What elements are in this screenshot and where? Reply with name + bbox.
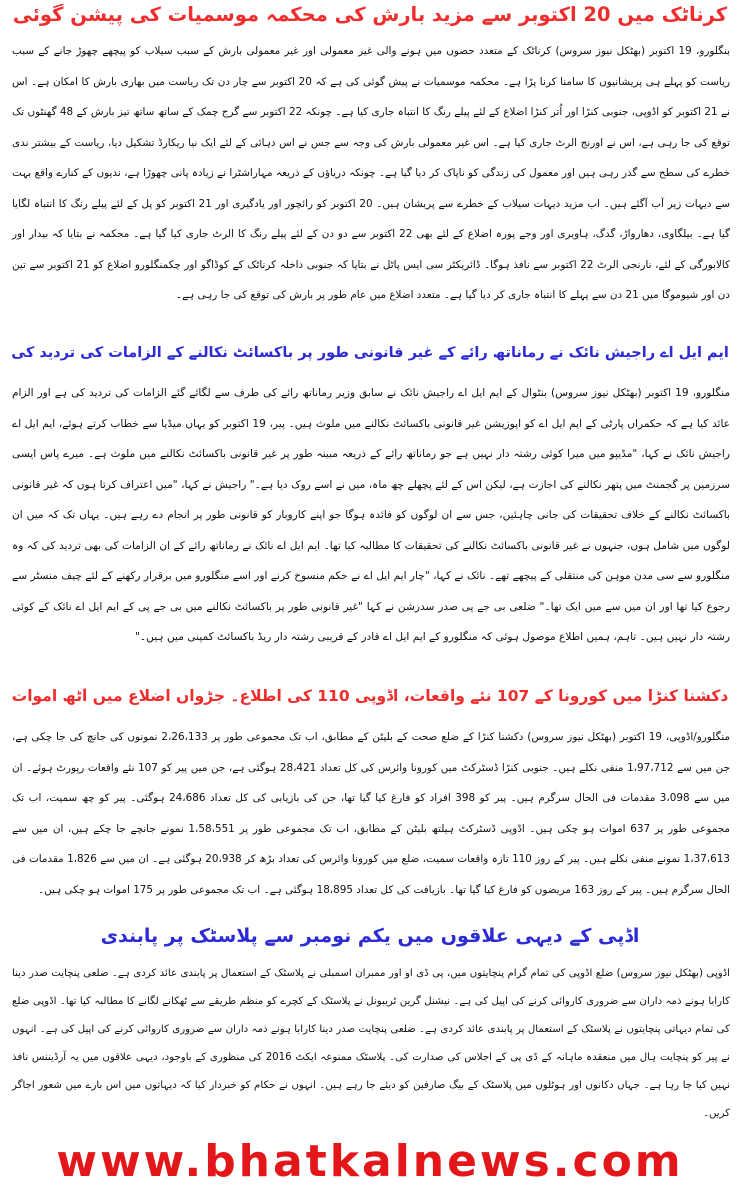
website-url-footer[interactable]: www.bhatkalnews.com <box>56 1136 684 1187</box>
article-plastic-headline: اڈپی کے دیہی علاقوں میں یکم نومبر سے پلاسٹک پر پابندی <box>100 926 640 947</box>
article-corona-body: منگلورو/اڈوپی، 19 اکتوبر (بھٹکل نیوز سروس) دکشنا کنڑا کے ضلع صحت کے بلیٹن کے مطابق، اب تک مجموعی طور پر 2،26،133 نمونوں کی جانچ کی جا چکی ہے، جن میں سے 1،97،712 منفی نکلے ہیں۔ جنوبی کنڑا ڈسٹرکٹ میں کورونا وائرس کی کل تعداد 28،421 ہوگئی ہے، جن میں پیر کو 107 نئے واقعات رپورٹ ہوئے۔ ان میں سے 3،098 مقدمات فی الحال سرگرم ہیں۔ پیر کو 398 افراد کو فارغ کیا گیا تھا، جن کی بازیابی کی کل تعداد 24،686 ہوگئی۔ پیر کو چھ سمیت، اب تک مجموعی طور پر 637 اموات ہو چکی ہیں۔ اڈوپی ڈسٹرکٹ ہیلتھ بلیٹن کے مطابق، اب تک مجموعی طور پر 1،58،551 نمونے جانچے جا چکے ہیں، ان میں سے 1،37،613 نمونے منفی نکلے ہیں۔ پیر کے روز 110 تازہ واقعات سمیت، ضلع میں کورونا وائرس کی تعداد بڑھ کر 20،938 ہوگئی ہے۔ ان میں سے 1،826 مقدمات فی الحال سرگرم ہیں۔ پیر کے روز 163 مریضوں کو فارغ کیا گیا تھا۔ بازیافت کی کل تعداد 18،895 ہوگئی ہے۔ اب تک مجموعی طور پر 175 اموات ہو چکی ہیں۔ <box>12 731 731 896</box>
article-mla-body: منگلورو، 19 اکتوبر (بھٹکل نیوز سروس) بنٹوال کے ایم ایل اے راجیش نائک نے سابق وزیر رماناتھ رائے کی طرف سے لگائے گئے الزامات کی تردید کی ہے اور الزام عائد کیا ہے کہ حکمراں پارٹی کے ایم ایل اے کو اپوزیشن غیر قانونی باکسائٹ نکالنے میں ملوث ہیں۔ پیر، 19 اکتوبر کو یہاں میڈیا سے خطاب کرتے ہوئے، ایم ایل اے راجیش نائک نے کہا، "مڈیپو میں میرا کوئی رشتہ دار نہیں ہے جو رماناتھ رائے کے ذریعہ مبینہ طور پر غیر قانونی باکسائٹ نکالنے میں ملوث ہے۔ میرے پاس ایسی سرزمین پر گجمنٹ میں پتھر نکالنے کی اجازت ہے، لیکن اس کے لئے پچھلے چھ ماہ، میں نے اسے روک دیا ہے۔" راجیش نے کہا، "میں اعتراف کرتا ہوں کہ غیر قانونی باکسائٹ نکالنے کے خلاف تحقیقات کی جانی چاہئیں، جس سے ان لوگوں کو فائدہ ہوگا جو اپنے کاروبار کو قانونی طور پر انجام دے رہے ہیں۔ یہاں تک کہ میں ان لوگوں میں شامل ہوں، جنہوں نے غیر قانونی باکسائٹ نکالنے کی تحقیقات کا مطالبہ کیا تھا۔ ایم ایل اے نائک نے رماناتھ رائے کے ان الزامات کی بھی تردید کی کہ وہ منگلورو سے سی مدن موہن کی منتقلی کے پیچھے تھے۔ نائک نے کہا، "چار ایم ایل اے نے حکم منسوخ کرنے اور اسے منگلورو میں برقرار رکھنے کے لئے چیف منسٹر سے رجوع کیا تھا اور ان میں سے میں ایک تھا۔" ضلعی بی جے پی صدر سدرشن نے کہا "غیر قانونی طور پر باکسائٹ نکالنے میں بی جے پی کے ایم ایل اے نائک کے کوئی رشتہ دار نہیں ہیں۔ تاہم، ہمیں اطلاع موصول ہوئی کہ منگلورو کے ایم ایل اے قادر کے قریبی رشتہ دار ریڈ باکسائٹ کمپنی میں ہیں۔" <box>12 387 730 643</box>
article-plastic-body: اڈوپی (بھٹکل نیوز سروس) ضلع اڈوپی کی تمام گرام پنچایتوں میں، پی ڈی او اور ممبران اسمبلی نے پلاسٹک کے استعمال پر پابندی عائد کردی ہے۔ ضلعی پنچایت صدر دینا کارابا ہونے ذمہ داران سے ضروری کاروائی کرنے کی اپیل کی ہے۔ نیشنل گرین ٹریبونل نے پلاسٹک کے کچرے کو منظم طریقے سے ٹھکانے لگانے کا مطالبہ کیا تھا۔ اڈوپی ضلع کی تمام دیہاتی پنچایتوں نے پلاسٹک کے استعمال پر پابندی عائد کردی ہے۔ ضلعی پنچایت صدر دینا کارابا ہونے ذمہ داران سے ضروری کاروائی کرنے کی اپیل کی ہے۔ انہوں نے پیر کو پنچایت ہال میں منعقدہ ماہانہ کے ڈی پی کے اجلاس کی صدارت کی۔ پلاسٹک ممنوعہ ایکٹ 2016 کی منظوری کے باوجود، دیہی علاقوں میں یہ آرڈیننس نافذ نہیں کیا جا رہا ہے۔ جہاں دکانوں اور ہوٹلوں میں پلاسٹک کے بیگ صارفین کو دیئے جا رہے ہیں۔ انہوں نے حکام کو خبردار کیا کہ دیہاتوں میں اس بارے میں شعور اجاگر کریں۔ <box>12 968 730 1119</box>
article-weather-body: بنگلورو، 19 اکتوبر (بھٹکل نیوز سروس) کرناٹک کے متعدد حصوں میں ہونے والی غیر معمولی اور غیر معمولی بارش کے سبب سیلاب کو پیچھے چھوڑ جانے کے سبب ریاست کو پہلے ہی پریشانیوں کا سامنا کرنا پڑا ہے۔ محکمہ موسمیات نے پیش گوئی کی ہے کہ 20 اکتوبر سے چار دن تک ریاست میں بھاری بارش کا امکان ہے۔ اس نے 21 اکتوبر کو اڈوپی، جنوبی کنڑا اور اُتر کنڑا اضلاع کے لئے پیلے رنگ کا انتباہ جاری کیا ہے۔ چونکہ 22 اکتوبر سے گرج چمک کے ساتھ ساتھ تیز بارش کے 48 گھنٹوں تک توقع کی جا رہی ہے، اس نے اورنج الرٹ جاری کیا ہے۔ اس غیر معمولی بارش کی وجہ سے جس نے اس دہائی کے لئے ایک نیا ریکارڈ تشکیل دیا، ریاست کے بیشتر ندی خطرے کی سطح سے گذر رہی ہیں اور معمول کی زندگی کو ناپاک کر دیا گیا ہے۔ چونکہ دریاؤں کے ذریعہ مہاراشٹرا نے زیادہ پانی چھوڑا ہے، ندیوں کے کنارے واقع بہت سے دیہات زیر آب آگئے ہیں۔ اب مزید دیہات سیلاب کے خطرے سے پریشان ہیں۔ 20 اکتوبر کو رائچور اور یادگیری اور 21 اکتوبر کو پل کے لئے پیلے رنگ کا انتباہ لگایا گیا ہے۔ بیلگاوی، دھارواڑ، گدگ، ہاویری اور وجے پورہ اضلاع کے لئے بھی 22 اکتوبر سے دو دن کے لئے پیلے رنگ کا الرٹ جاری کیا گیا ہے۔ محکمہ نے بتایا کہ بیدار اور کالابورگی کے لئے، نارنجی الرٹ 22 اکتوبر سے نافذ ہوگا۔ ڈائریکٹر سی ایس پاٹل نے بتایا کہ جنوبی داخلہ کرناٹک کے کوڈاگو اور چکمنگلورو اضلاع کو 21 اکتوبر سے تین دن اور شیوموگا میں 21 دن سے پہلے کا انتباہ جاری کر دیا گیا ہے۔ متعدد اضلاع میں عام طور پر بارش کی توقع کی جا رہی ہے۔ <box>12 45 731 301</box>
article-corona-headline: دکشنا کنڑا میں کورونا کے 107 نئے واقعات، اڈوپی 110 کی اطلاع۔ جڑواں اضلاع میں آٹھ اموات <box>11 688 729 705</box>
article-mla-headline: ایم ایل اے راجیش نائک نے رماناتھ رائے کے غیر قانونی طور پر باکسائٹ نکالنے کے الزامات کی تردید کی <box>11 345 729 361</box>
article-weather-headline: کرناٹک میں 20 اکتوبر سے مزید بارش کی محکمہ موسمیات کی پیشن گوئی <box>12 4 728 26</box>
